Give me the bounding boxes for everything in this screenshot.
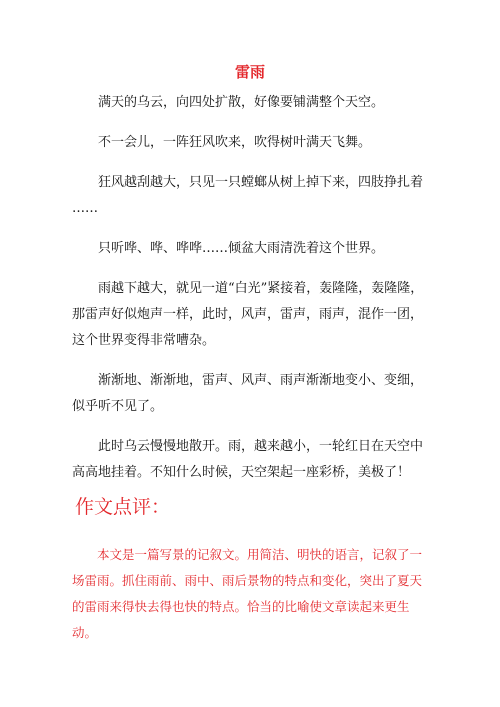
essay-paragraph-6: 渐渐地、渐渐地，雷声、风声、雨声渐渐地变小、变细，似乎听不见了。 [72, 373, 424, 414]
essay-paragraph-3: 狂风越刮越大，只见一只螳螂从树上掉下来，四肢挣扎着 …… [72, 175, 424, 216]
essay-paragraph-5: 雨越下越大，就见一道“白光”紧接着，轰隆隆，轰隆隆，那雷声好似炮声一样，此时，风声，雷声，雨声，混作一团，这个世界变得非常嘈杂。 [72, 281, 424, 348]
essay-paragraph-1: 满天的乌云，向四处扩散，好像要铺满整个天空。 [98, 95, 385, 110]
essay-paragraph-7: 此时乌云慢慢地散开。雨，越来越小，一轮红日在天空中高高地挂着。不知什么时候，天空架起一座彩桥，美极了！ [72, 439, 424, 480]
essay-title: 雷雨 [234, 63, 265, 81]
comment-body: 本文是一篇写景的记叙文。用简洁、明快的语言，记叙了一场雷雨。抓住雨前、雨中、雨后景物的特点和变化，突出了夏天的雷雨来得快去得也快的特点。恰当的比喻使文章读起来更生动。 [72, 547, 423, 640]
essay-paragraph-2: 不一会儿，一阵狂风吹来，吹得树叶满天飞舞。 [98, 135, 372, 150]
essay-body [72, 90, 432, 500]
essay-paragraph-4: 只听哗、哗、哗哗……倾盆大雨清洗着这个世界。 [98, 241, 385, 256]
comment-heading: 作文点评： [75, 496, 171, 518]
